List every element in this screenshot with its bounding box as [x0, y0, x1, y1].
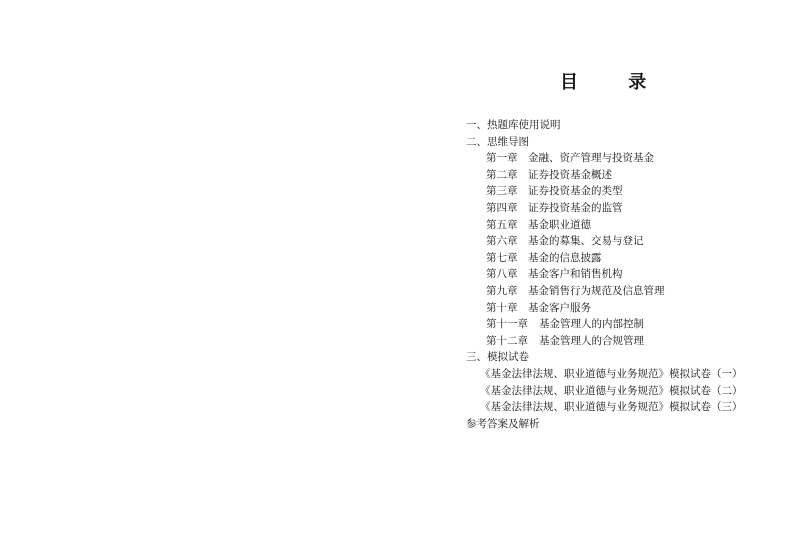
chapter-title: 证券投资基金的类型 [528, 185, 623, 198]
chapter-number: 第九章 [486, 284, 518, 297]
toc-item-mock-exams[interactable] [466, 349, 766, 366]
chapter-title: 基金的募集、交易与登记 [528, 235, 644, 248]
chapter-title: 基金销售行为规范及信息管理 [528, 284, 665, 297]
toc-item-chapter-3[interactable] [466, 183, 766, 200]
chapter-number: 第四章 [486, 201, 518, 214]
toc-item-usage-guide[interactable] [466, 117, 766, 134]
chapter-number: 第十章 [486, 301, 518, 314]
chapter-number: 第八章 [486, 268, 518, 281]
chapter-title: 证券投资基金的监管 [528, 201, 623, 214]
toc-item-label: 《基金法律法规、职业道德与业务规范》模拟试卷（一） [480, 367, 743, 380]
toc-item-label: 一、热题库使用说明 [466, 119, 561, 131]
toc-item-label: 参考答案及解析 [466, 417, 540, 430]
toc-item-answers[interactable] [466, 416, 766, 433]
toc-item-chapter-6[interactable] [466, 233, 766, 250]
chapter-title: 基金职业道德 [528, 218, 591, 231]
toc-item-label: 二、思维导图 [466, 135, 529, 148]
page-title: 目 录 [560, 72, 669, 93]
chapter-number: 第五章 [486, 218, 518, 231]
chapter-title: 基金管理人的合规管理 [539, 334, 644, 347]
toc-item-chapter-7[interactable] [466, 250, 766, 267]
toc-item-chapter-8[interactable] [466, 266, 766, 283]
toc-item-label: 《基金法律法规、职业道德与业务规范》模拟试卷（二） [480, 384, 743, 397]
chapter-number: 第一章 [486, 152, 518, 165]
toc-item-chapter-10[interactable] [466, 300, 766, 317]
chapter-title: 基金的信息披露 [528, 251, 602, 264]
toc-item-chapter-2[interactable] [466, 167, 766, 184]
toc-item-mock-exam-1[interactable] [466, 366, 766, 383]
chapter-number: 第二章 [486, 168, 518, 181]
toc-item-chapter-5[interactable] [466, 217, 766, 234]
toc-item-mind-map[interactable] [466, 134, 766, 151]
toc-item-mock-exam-2[interactable] [466, 383, 766, 400]
toc-item-chapter-4[interactable] [466, 200, 766, 217]
chapter-number: 第六章 [486, 235, 518, 248]
chapter-number: 第七章 [486, 251, 518, 264]
toc-item-chapter-1[interactable] [466, 150, 766, 167]
toc-item-label: 三、模拟试卷 [466, 351, 529, 364]
toc-item-chapter-12[interactable] [466, 333, 766, 350]
chapter-title: 基金客户和销售机构 [528, 268, 623, 281]
chapter-number: 第十一章 [486, 318, 528, 331]
chapter-title: 证券投资基金概述 [528, 168, 612, 181]
chapter-title: 基金客户服务 [528, 301, 591, 314]
chapter-number: 第三章 [486, 185, 518, 198]
table-of-contents [466, 117, 766, 432]
toc-item-chapter-9[interactable] [466, 283, 766, 300]
chapter-number: 第十二章 [486, 334, 528, 347]
toc-item-chapter-11[interactable] [466, 316, 766, 333]
toc-item-label: 《基金法律法规、职业道德与业务规范》模拟试卷（三） [480, 401, 743, 414]
chapter-title: 金融、资产管理与投资基金 [528, 152, 654, 165]
chapter-title: 基金管理人的内部控制 [539, 318, 644, 331]
toc-item-mock-exam-3[interactable] [466, 399, 766, 416]
